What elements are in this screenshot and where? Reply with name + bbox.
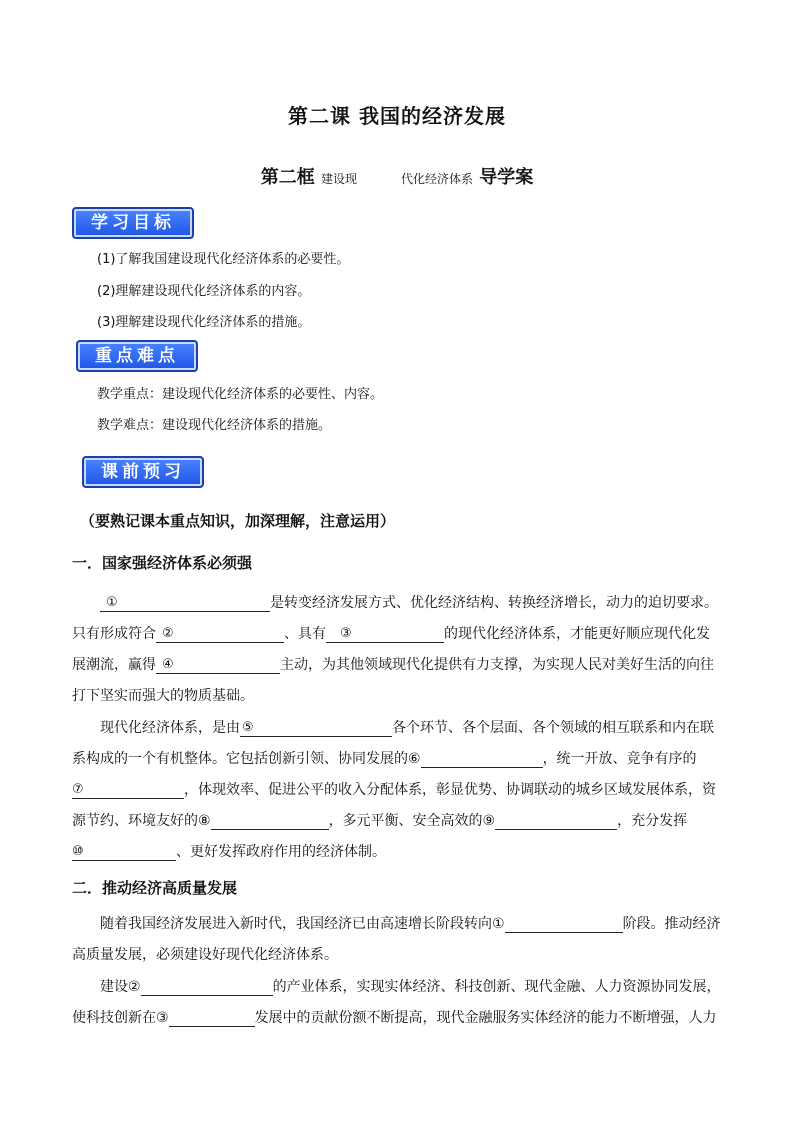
blank-5[interactable] (240, 720, 392, 737)
s1-p1-l2c: 的现代化经济体系，才能更好顺应现代化发 (444, 626, 710, 642)
s1-p2-l4a: 源节约、环境友好的⑧ (72, 813, 211, 829)
s1-p1-l2a: 只有形成符合 (72, 626, 156, 642)
s2-p2-l2b: 发展中的贡献份额不断提高，现代金融服务实体经济的能力不断增强，人力 (254, 1010, 717, 1026)
objective-2: (2)理解建设现代化经济体系的内容。 (97, 284, 311, 299)
badge-objectives: 学习目标 (72, 207, 194, 239)
blank-1[interactable] (100, 595, 270, 612)
blank-4[interactable] (156, 657, 280, 674)
s1-p1-line2 (72, 623, 710, 643)
s2-p1-l1a: 随着我国经济发展进入新时代，我国经济已由高速增长阶段转向① (100, 916, 505, 932)
blank-7-mark: ⑦ (72, 782, 84, 797)
page-title: 第二课 我国的经济发展 (288, 104, 506, 128)
subtitle-main: 第二框 (260, 167, 315, 188)
s1-p2-l3b: ，体现效率、促进公平的收入分配体系，彰显优势、协调联动的城乡区域发展体系，资 (184, 782, 716, 798)
s2-p2-l1b: 的产业体系，实现实体经济、科技创新、现代金融、人力资源协同发展， (272, 979, 721, 995)
blank-7[interactable] (72, 782, 184, 799)
s1-p2-line5 (72, 841, 386, 861)
s2-p2-line1 (100, 717, 714, 737)
s1-p1-l1-text: 是转变经济发展方式、优化经济结构、转换经济增长，动力的迫切要求。 (270, 595, 718, 611)
key-point-focus: 教学重点：建设现代化经济体系的必要性、内容。 (97, 387, 384, 402)
section1-heading: 一．国家强经济体系必须强 (72, 554, 253, 572)
blank-3-mark: ③ (340, 626, 352, 641)
blank-10[interactable] (72, 844, 176, 861)
s1-p2-line3 (72, 779, 716, 799)
s1-p1-line3 (72, 654, 714, 674)
subtitle-suffix: 导学案 (479, 167, 534, 188)
blank-10-mark: ⑩ (72, 844, 84, 859)
key-point-difficulty: 教学难点：建设现代化经济体系的措施。 (97, 418, 332, 433)
s2-p2-l1a: 建设② (100, 979, 141, 995)
s1-p2-l1a: 现代化经济体系，是由 (100, 720, 240, 736)
s2-p1-line2: 高质量发展，必须建设好现代化经济体系。 (72, 947, 338, 963)
s1-p2-l4b: ，多元平衡、安全高效的⑨ (328, 813, 496, 829)
s1-p1-l3b: 主动，为其他领域现代化提供有力支撑，为实现人民对美好生活的向往 (280, 657, 714, 673)
subtitle-small-b: 代化经济体系 (401, 172, 474, 186)
blank-5-mark: ⑤ (242, 720, 254, 735)
objective-1: (1)了解我国建设现代化经济体系的必要性。 (97, 252, 350, 267)
s2-p2-l2a: 使科技创新在③ (72, 1010, 169, 1026)
s1-p2-l2b: ，统一开放、竞争有序的 (542, 751, 697, 767)
objective-3: (3)理解建设现代化经济体系的措施。 (97, 315, 311, 330)
s1-p2-line4 (72, 810, 687, 830)
badge-key-points: 重点难点 (76, 340, 198, 372)
page-subtitle (0, 163, 794, 189)
s2-p1-line1 (100, 913, 721, 933)
s2-blank-1[interactable] (505, 916, 623, 933)
blank-1-mark: ① (106, 595, 118, 610)
blank-4-mark: ④ (162, 657, 174, 672)
s1-p1-line4: 打下坚实而强大的物质基础。 (72, 688, 254, 704)
s1-p2-l1b: 各个环节、各个层面、各个领域的相互联系和内在联 (392, 720, 714, 736)
blank-9[interactable] (495, 813, 617, 830)
blank-8[interactable] (211, 813, 329, 830)
s2-blank-3[interactable] (169, 1010, 255, 1027)
blank-2-mark: ② (162, 626, 174, 641)
subtitle-small-a: 建设现 (320, 172, 357, 186)
s1-p1-l3a: 展潮流，赢得 (72, 657, 156, 673)
badge-preview: 课前预习 (82, 456, 204, 488)
blank-6[interactable] (421, 751, 543, 768)
s1-p2-l4c: ，充分发挥 (617, 813, 688, 829)
study-note: （要熟记课本重点知识，加深理解，注意运用） (80, 512, 396, 530)
s2-p2-line2 (72, 1007, 717, 1027)
section2-heading: 二．推动经济高质量发展 (72, 879, 238, 897)
s1-p1-l2b: 、具有 (284, 626, 326, 642)
s1-p2-l5b: 、更好发挥政府作用的经济体制。 (176, 844, 386, 860)
s2-p2-line1 (100, 976, 721, 996)
s1-p2-l2a: 系构成的一个有机整体。它包括创新引领、协同发展的⑥ (72, 751, 421, 767)
blank-2[interactable] (156, 626, 284, 643)
s2-p1-l1b: 阶段。推动经济 (622, 916, 721, 932)
blank-3[interactable] (326, 626, 444, 643)
s1-p2-line2 (72, 748, 697, 768)
s2-blank-2[interactable] (141, 979, 273, 996)
s1-p1-line1 (100, 592, 718, 612)
